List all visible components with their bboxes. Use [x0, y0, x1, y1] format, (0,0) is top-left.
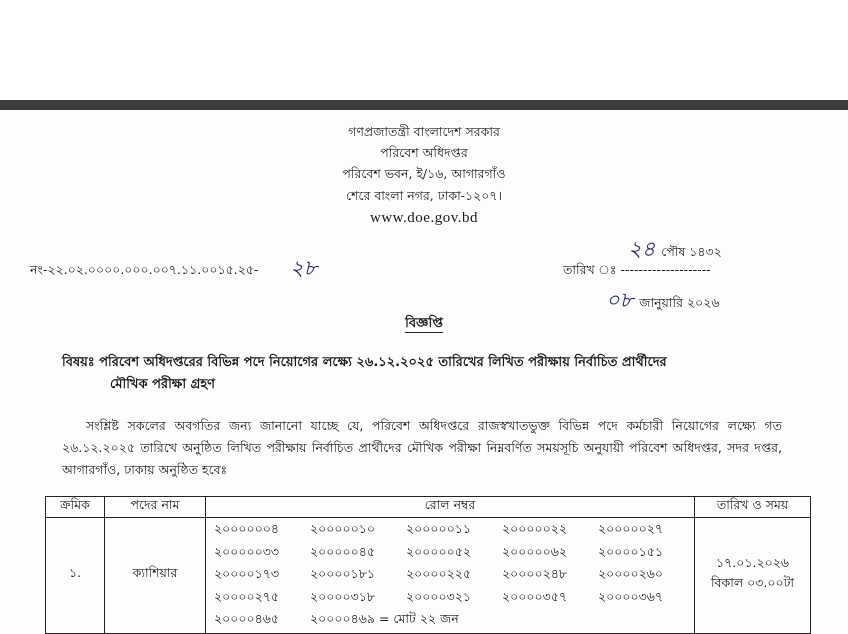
header-post: পদের নাম	[105, 497, 206, 518]
exam-date: ১৭.০১.২০২৬	[716, 555, 789, 571]
top-divider-bar	[0, 100, 848, 110]
post-cell: ক্যাশিয়ার	[105, 518, 206, 634]
table-header-row	[46, 497, 811, 518]
address-line-2: শেরে বাংলা নগর, ঢাকা-১২০৭।	[346, 188, 502, 203]
english-month-year: জানুয়ারি ২০২৬	[639, 295, 720, 310]
roll-line: ২০০০০৪৬৫ ২০০০০৪৬৯ = মোট ২২ জন	[214, 611, 459, 627]
header-roll: রোল নম্বর	[206, 497, 695, 518]
roll-line: ২০০০০১৭৩ ২০০০০১৮১ ২০০০০২২৫ ২০০০০২৪৮ ২০০০০২৬০	[214, 566, 664, 582]
memo-number	[30, 262, 258, 282]
datetime-cell	[695, 518, 811, 634]
exam-time: বিকাল ০৩.০০টা	[710, 575, 795, 591]
roll-numbers-cell	[206, 518, 695, 634]
subject	[62, 352, 792, 396]
department-name: পরিবেশ অধিদপ্তর	[380, 145, 468, 160]
body-text: সংশ্লিষ্ট সকলের অবগতির জন্য জানানো যাচ্ছে যে, পরিবেশ অধিদপ্তরে রাজস্বখাতভুক্ত বিভিন্ন পদে কর্মচারী নিয়োগের লক্ষ্যে গত ২৬.১২.২০২৫ তারিখে অনুষ্ঠিত লিখিত পরীক্ষায় নির্বাচিত প্রার্থীদের মৌখিক পরীক্ষা নিম্নবর্ণিত সময়সূচি অনুযায়ী পরিবেশ অধিদপ্তর, সদর দপ্তর, আগারগাঁও, ঢাকায় অনুষ্ঠিত হবেঃ	[62, 418, 782, 477]
schedule-table	[45, 496, 811, 634]
serial-cell: ১.	[46, 518, 105, 634]
roll-line: ২০০০০২৭৫ ২০০০০৩১৮ ২০০০০৩২১ ২০০০০৩৫৭ ২০০০০৩৬৭	[214, 588, 664, 604]
date-label: তারিখ ঃ --------------------	[563, 262, 711, 277]
memo-number-handwritten: ২৮	[290, 256, 318, 280]
body-paragraph	[62, 415, 782, 481]
subject-line-2: মৌখিক পরীক্ষা গ্রহণ	[110, 377, 216, 392]
roll-line: ২০০০০০০৪ ২০০০০০১০ ২০০০০০১১ ২০০০০০২২ ২০০০০০২৭	[214, 521, 664, 537]
website: www.doe.gov.bd	[370, 210, 478, 226]
bangla-month-year: পৌষ ১৪৩২	[661, 244, 722, 259]
subject-line-1: বিষয়ঃ পরিবেশ অধিদপ্তরের বিভিন্ন পদে নিয়োগের লক্ষ্যে ২৬.১২.২০২৫ তারিখের লিখিত পরীক্ষায় নির্বাচিত প্রার্থীদের	[62, 355, 667, 370]
header-datetime: তারিখ ও সময়	[695, 497, 811, 518]
table-row	[46, 518, 811, 634]
memo-number-prefix: নং-২২.০২.০০০০.০০০.০০৭.১১.০০১৫.২৫-	[30, 262, 259, 277]
header-serial: ক্রমিক	[46, 497, 105, 518]
english-day-handwritten: ০৮	[606, 288, 634, 312]
address-line-1: পরিবেশ ভবন, ই/১৬, আগারগাঁও	[342, 166, 506, 181]
notice-title: বিজ্ঞপ্তি	[405, 316, 443, 331]
bangla-day-handwritten: ২৪	[628, 237, 656, 261]
roll-line: ২০০০০০৩৩ ২০০০০০৪৫ ২০০০০০৫২ ২০০০০০৬২ ২০০০০১৫১	[214, 543, 663, 559]
govt-title: গণপ্রজাতন্ত্রী বাংলাদেশ সরকার	[348, 124, 500, 139]
